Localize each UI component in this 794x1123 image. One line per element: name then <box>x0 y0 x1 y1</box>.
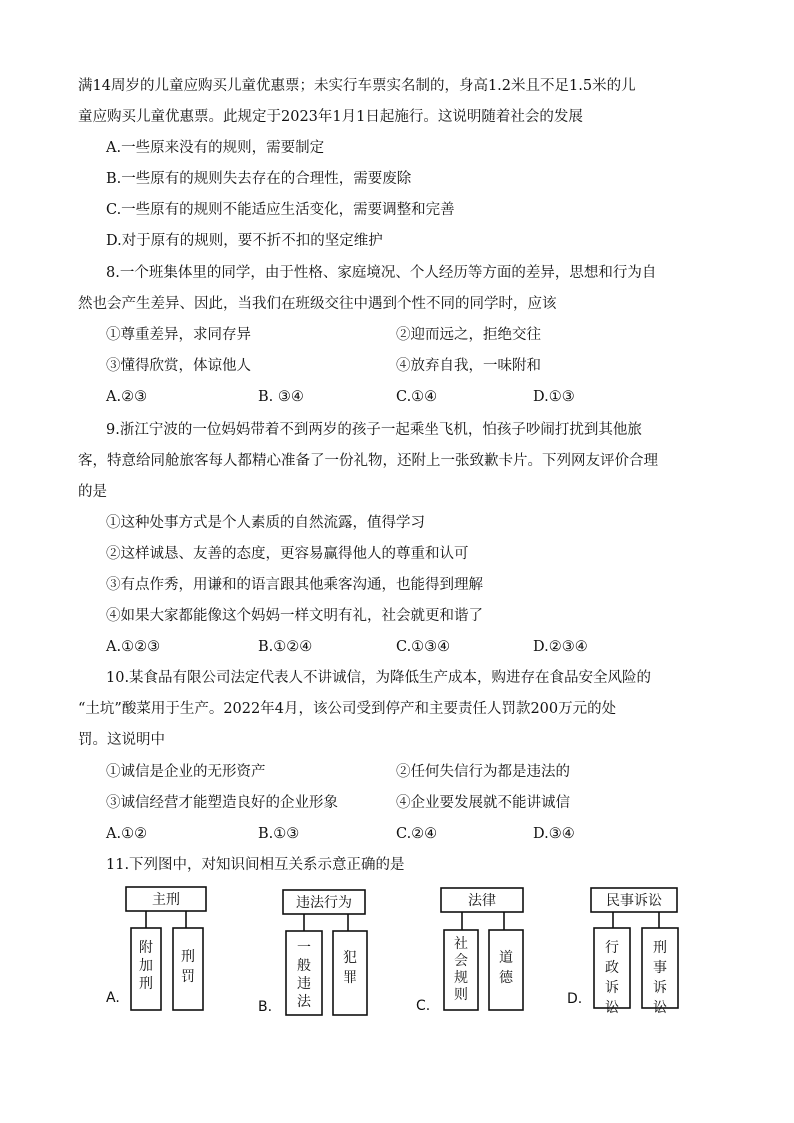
diagram-a-left: 附加刑 <box>139 940 153 992</box>
diagram-c-top: 法律 <box>468 893 496 909</box>
q8-statement-2: ②迎而远之，拒绝交往 <box>396 327 541 343</box>
q9-statement-1: ①这种处事方式是个人素质的自然流露，值得学习 <box>106 515 425 531</box>
q7-option-c: C.一些原有的规则不能适应生活变化，需要调整和完善 <box>106 202 455 218</box>
q9-choice-c: C.①③④ <box>396 639 451 655</box>
q9-choice-b: B.①②④ <box>258 639 313 655</box>
q10-choice-b: B.①③ <box>258 826 300 842</box>
diagram-c-letter: C. <box>416 998 431 1014</box>
paragraph-line: 满14周岁的儿童应购买儿童优惠票；未实行车票实名制的，身高1.2米且不足1.5米的儿 <box>78 78 636 94</box>
q9-statement-4: ④如果大家都能像这个妈妈一样文明有礼，社会就更和谐了 <box>106 608 483 624</box>
diagram-c-left: 社会规则 <box>454 936 468 1003</box>
q7-option-b: B.一些原有的规则失去存在的合理性，需要废除 <box>106 171 412 187</box>
diagram-d-letter: D. <box>567 991 583 1007</box>
q10-choice-c: C.②④ <box>396 826 438 842</box>
diagram-c <box>416 888 523 1014</box>
q7-option-d: D.对于原有的规则，要不折不扣的坚定维护 <box>106 233 383 249</box>
diagram-a-top: 主刑 <box>152 892 180 908</box>
diagram-a-letter: A. <box>106 990 120 1006</box>
diagram-b-right: 犯罪 <box>343 950 357 986</box>
diagram-d-left: 行政诉讼 <box>605 940 619 1016</box>
q8-choice-b: B. ③④ <box>258 389 304 405</box>
question-10-text: 10.某食品有限公司法定代表人不讲诚信，为降低生产成本，购进存在食品安全风险的 <box>106 670 652 686</box>
diagram-b <box>258 890 367 1015</box>
question-10-text: “土坑”酸菜用于生产。2022年4月，该公司受到停产和主要责任人罚款200万元的处 <box>78 701 617 717</box>
q10-statement-4: ④企业要发展就不能讲诚信 <box>396 795 570 811</box>
diagram-d <box>567 888 678 1016</box>
question-9-text: 9.浙江宁波的一位妈妈带着不到两岁的孩子一起乘坐飞机，怕孩子吵闹打扰到其他旅 <box>106 422 642 438</box>
q7-option-a: A.一些原来没有的规则，需要制定 <box>106 140 325 156</box>
q10-statement-1: ①诚信是企业的无形资产 <box>106 764 266 780</box>
diagram-b-top: 违法行为 <box>296 895 352 911</box>
question-8-text: 然也会产生差异、因此，当我们在班级交往中遇到个性不同的同学时，应该 <box>78 296 557 312</box>
diagram-c-right: 道德 <box>499 950 513 986</box>
q10-statement-3: ③诚信经营才能塑造良好的企业形象 <box>106 795 338 811</box>
q9-choice-a: A.①②③ <box>106 639 161 655</box>
q8-choice-c: C.①④ <box>396 389 438 405</box>
question-10-text: 罚。这说明中 <box>78 732 165 748</box>
q9-statement-2: ②这样诚恳、友善的态度，更容易赢得他人的尊重和认可 <box>106 546 469 562</box>
q10-statement-2: ②任何失信行为都是违法的 <box>396 764 570 780</box>
q8-statement-1: ①尊重差异，求同存异 <box>106 327 251 343</box>
diagram-a-right: 刑罚 <box>181 949 195 985</box>
diagram-a <box>106 887 206 1010</box>
question-11-text: 11.下列图中，对知识间相互关系示意正确的是 <box>106 857 405 873</box>
question-8-text: 8.一个班集体里的同学，由于性格、家庭境况、个人经历等方面的差异，思想和行为自 <box>106 265 657 281</box>
diagram-b-letter: B. <box>258 999 273 1015</box>
diagram-d-top: 民事诉讼 <box>606 893 662 909</box>
q8-choice-d: D.①③ <box>533 389 575 405</box>
q9-statement-3: ③有点作秀，用谦和的语言跟其他乘客沟通，也能得到理解 <box>106 577 483 593</box>
q9-choice-d: D.②③④ <box>533 639 588 655</box>
q10-choice-a: A.①② <box>106 826 148 842</box>
paragraph-line: 童应购买儿童优惠票。此规定于2023年1月1日起施行。这说明随着社会的发展 <box>78 109 583 125</box>
q8-statement-4: ④放弃自我，一味附和 <box>396 358 541 374</box>
q8-statement-3: ③懂得欣赏，体谅他人 <box>106 358 251 374</box>
question-9-text: 的是 <box>78 484 107 500</box>
q10-choice-d: D.③④ <box>533 826 575 842</box>
diagram-b-left: 一般违法 <box>297 940 311 1010</box>
diagram-d-right: 刑事诉讼 <box>653 940 667 1016</box>
question-9-text: 客，特意给同舱旅客每人都精心准备了一份礼物，还附上一张致歉卡片。下列网友评价合理 <box>78 453 658 469</box>
q8-choice-a: A.②③ <box>106 389 148 405</box>
